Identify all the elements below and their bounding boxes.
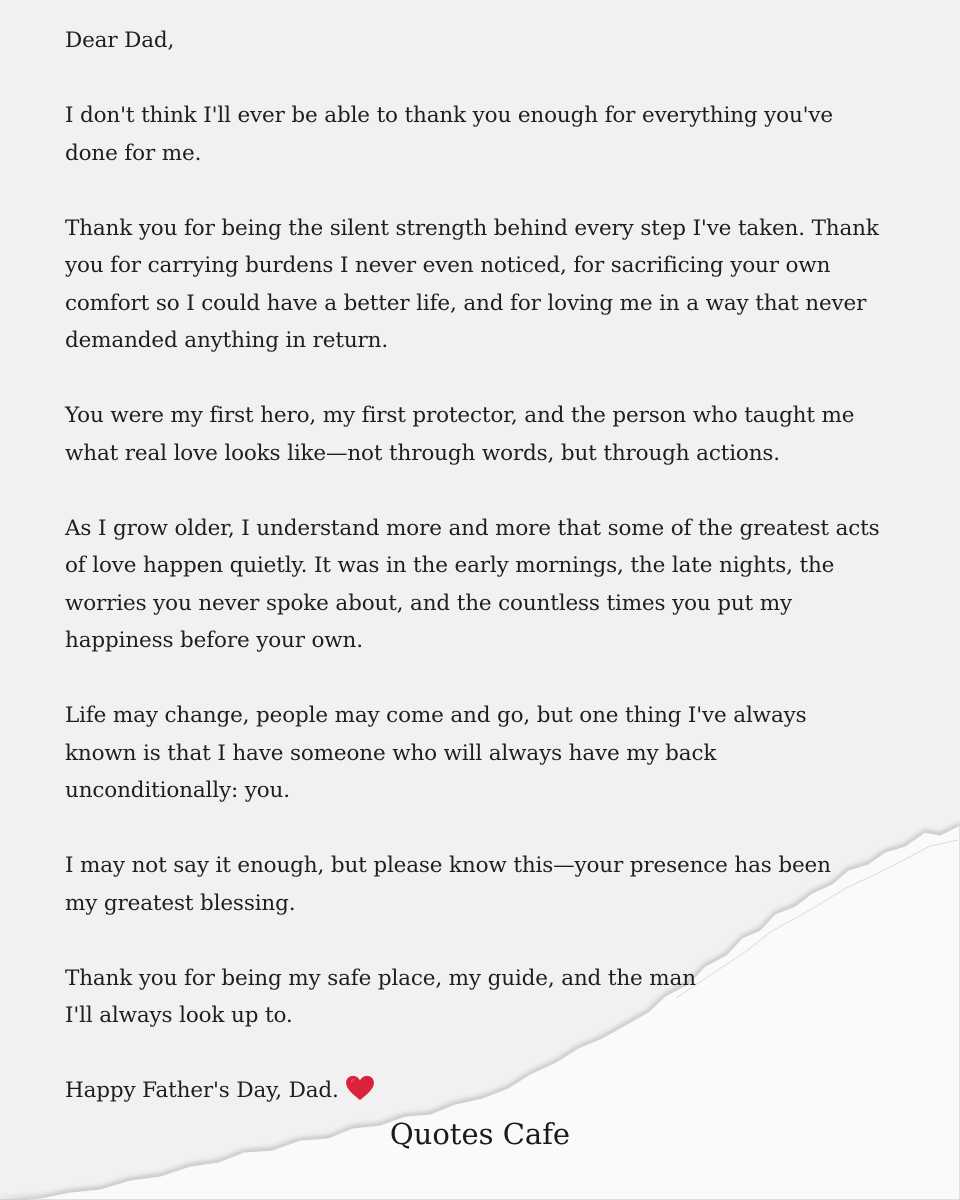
- letter-line: done for me.: [65, 140, 202, 166]
- letter-line: Thank you for being the silent strength behind every step I've taken. Thank: [65, 215, 879, 241]
- letter-line: You were my first hero, my first protector, and the person who taught me: [65, 403, 855, 428]
- letter-line: known is that I have someone who will always have my back: [65, 740, 717, 766]
- letter-greeting: Dear Dad,: [65, 28, 175, 53]
- letter-line: you for carrying burdens I never even noticed, for sacrificing your own: [65, 253, 831, 278]
- letter-line: demanded anything in return.: [65, 328, 389, 353]
- letter-body: [65, 22, 925, 1110]
- letter-line: I'll always look up to.: [65, 1003, 293, 1028]
- red-heart-icon: [345, 1075, 375, 1101]
- letter-line: Thank you for being my safe place, my guide, and the man: [65, 965, 696, 991]
- letter-line: I don't think I'll ever be able to thank you enough for everything you've: [65, 103, 833, 128]
- letter-line: of love happen quietly. It was in the early mornings, the late nights, the: [65, 553, 835, 578]
- letter-line: comfort so I could have a better life, and for loving me in a way that never: [65, 290, 867, 316]
- brand-signature: Quotes Cafe: [389, 1117, 571, 1151]
- letter-line: unconditionally: you.: [65, 778, 290, 803]
- letter-line: happiness before your own.: [65, 628, 363, 653]
- letter-line: my greatest blessing.: [65, 890, 296, 916]
- letter-line: I may not say it enough, but please know this—your presence has been: [65, 853, 831, 878]
- letter-closing-line: [65, 1072, 925, 1110]
- letter-line: worries you never spoke about, and the countless times you put my: [65, 590, 792, 616]
- letter-line: what real love looks like—not through words, but through actions.: [65, 440, 780, 466]
- letter-closing: Happy Father's Day, Dad.: [65, 1078, 339, 1103]
- letter-line: Life may change, people may come and go, but one thing I've always: [65, 703, 807, 728]
- letter-line: As I grow older, I understand more and more that some of the greatest acts: [65, 515, 880, 541]
